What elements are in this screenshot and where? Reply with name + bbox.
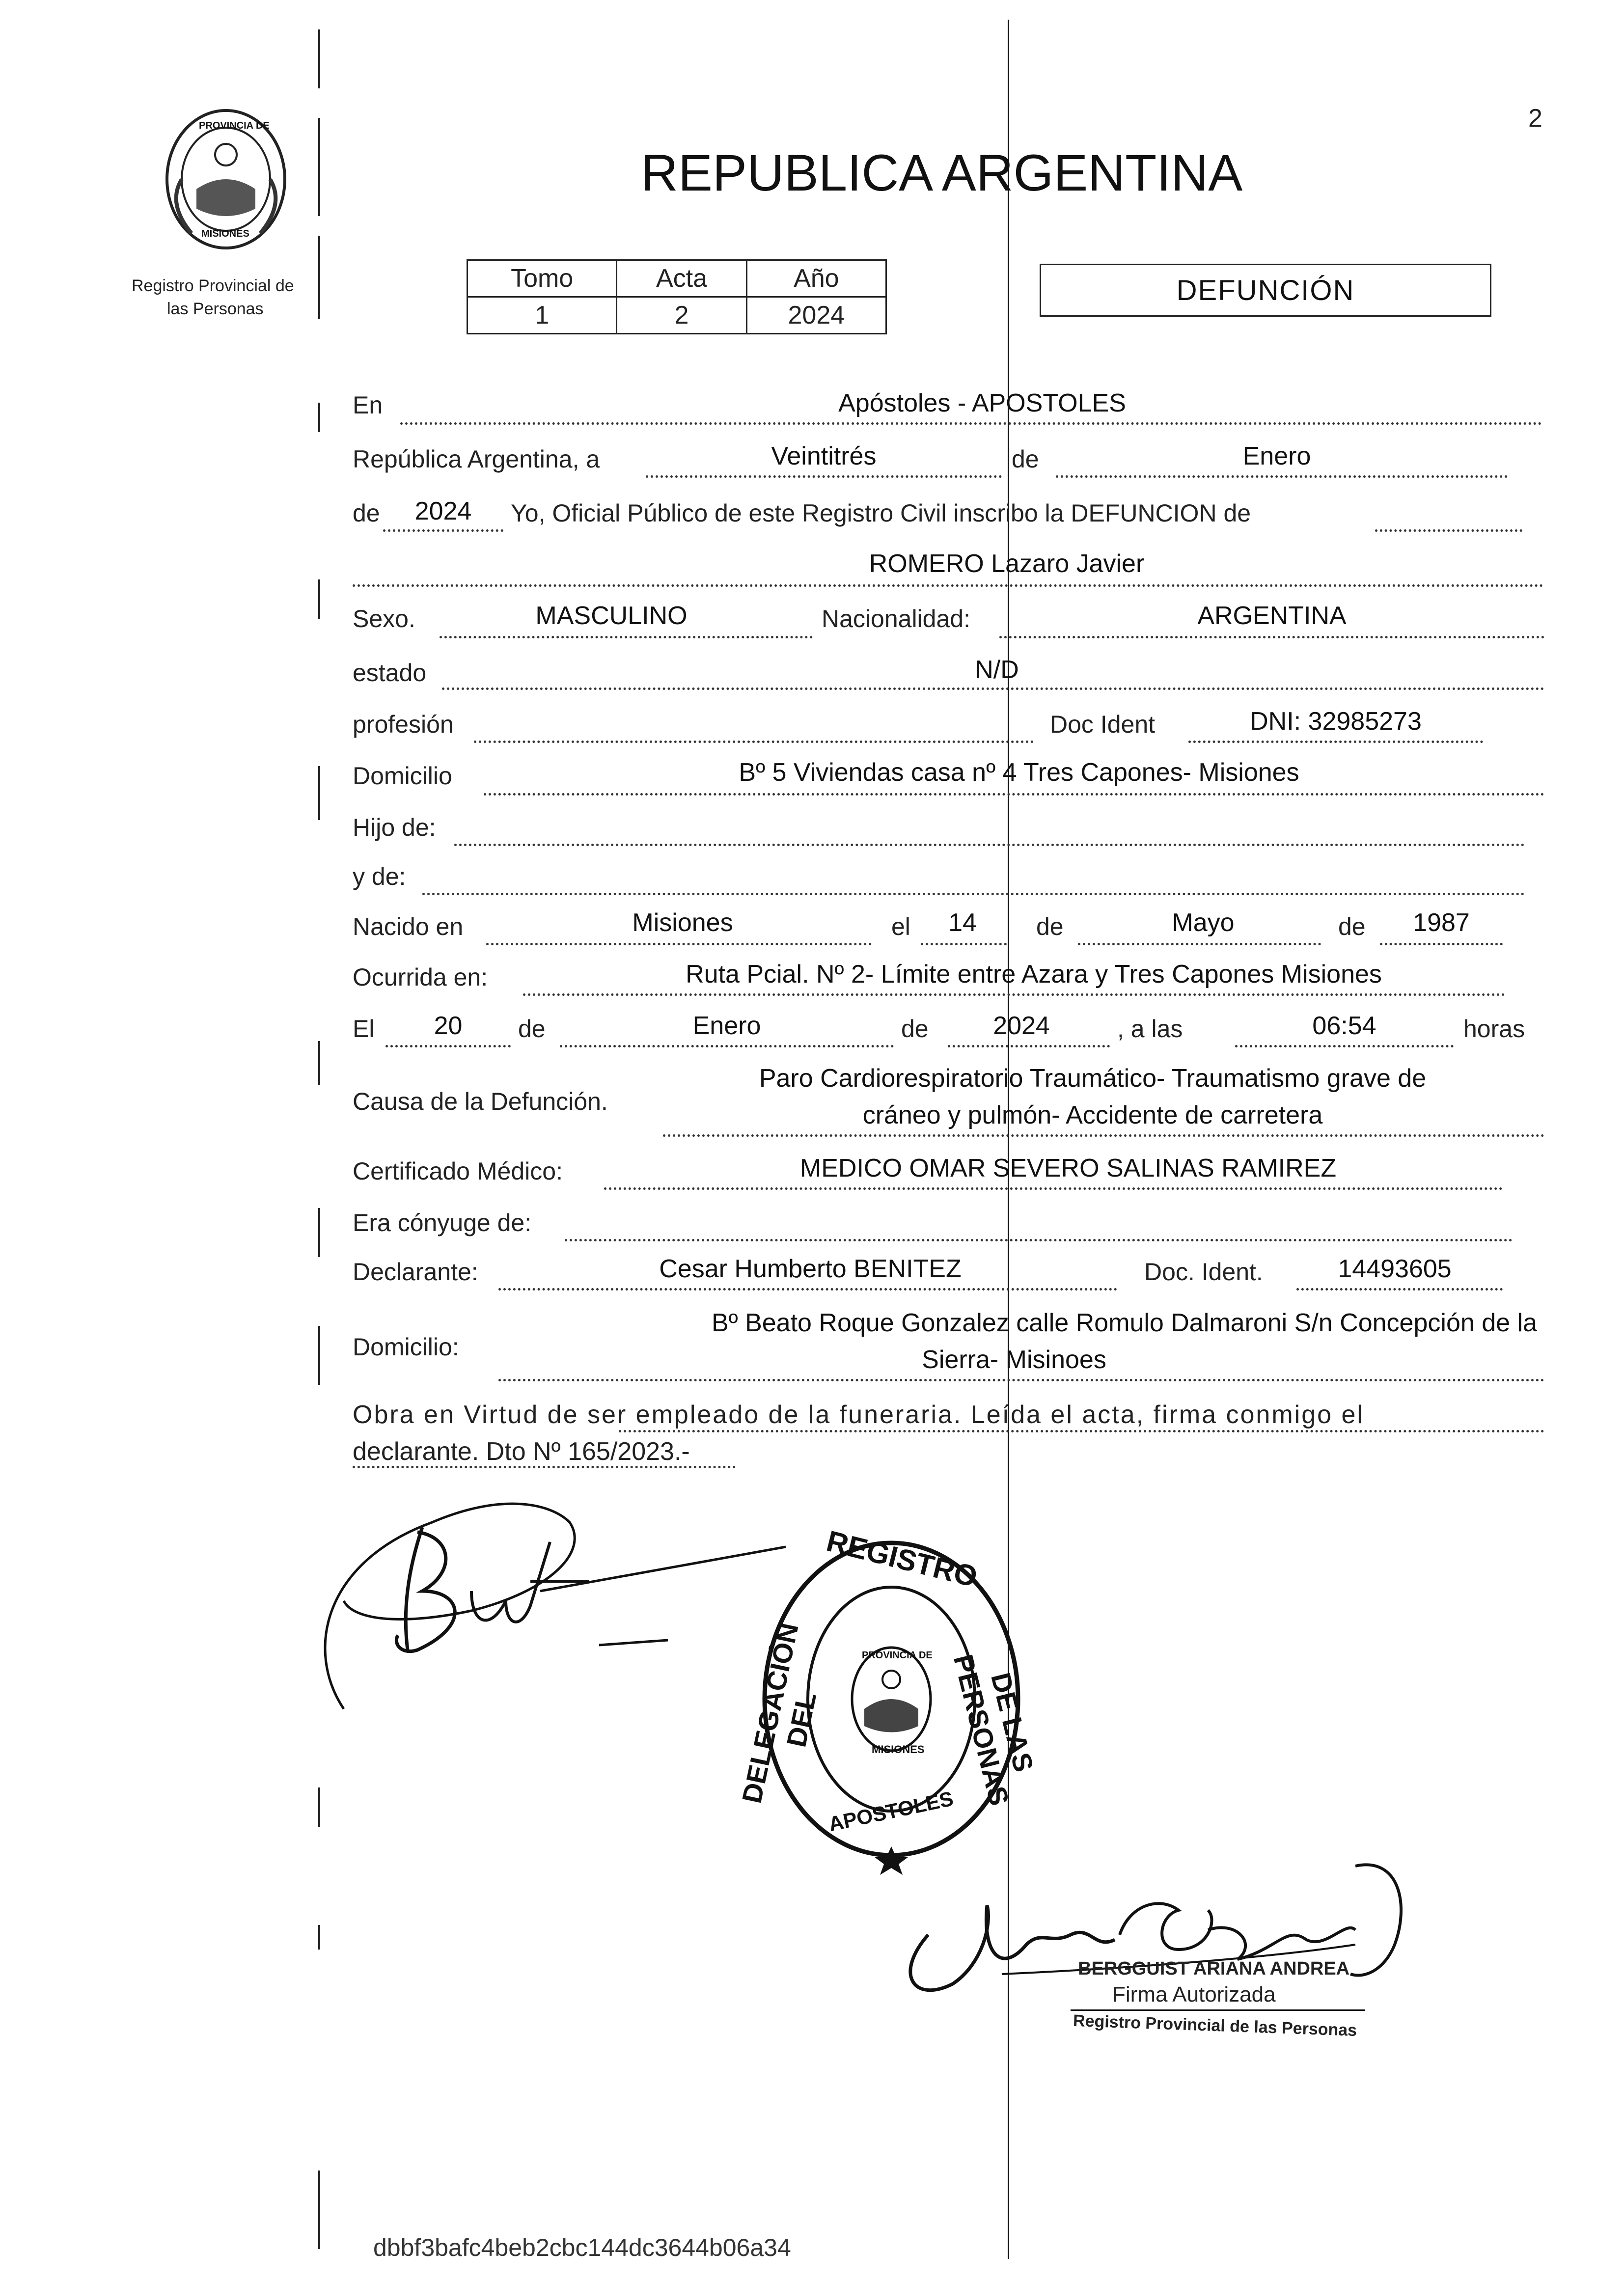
margin-mark: [318, 1208, 320, 1257]
footer-hash: dbbf3bafc4beb2cbc144dc3644b06a34: [373, 2234, 791, 2261]
stamp-ring-bottom: APOSTOLES: [826, 1786, 956, 1836]
record-value-acta: 2: [617, 297, 746, 334]
official-name: BERGGUIST ARIANA ANDREA: [1078, 1958, 1350, 1979]
domicilio2-line2: Sierra- Misinoes: [922, 1346, 1106, 1374]
el-label: El: [353, 1015, 375, 1043]
obra-line2: declarante. Dto Nº 165/2023.-: [353, 1437, 690, 1466]
dotted-line: [646, 475, 1002, 478]
margin-mark: [318, 236, 320, 319]
year-de-label: de: [353, 499, 380, 527]
doc-ident-label: Doc Ident: [1050, 711, 1156, 738]
margin-mark: [318, 1787, 320, 1827]
record-value-anio: 2024: [746, 297, 886, 334]
dotted-line: [1380, 943, 1503, 945]
logo-caption-line2: las Personas: [167, 300, 264, 318]
domicilio2-line1: Bº Beato Roque Gonzalez calle Romulo Dalmaroni S/n Concepción de la: [711, 1309, 1537, 1337]
seal-text-bottom: MISIONES: [201, 228, 249, 239]
margin-mark: [318, 766, 320, 820]
dotted-line: [921, 943, 1007, 945]
record-table-values: [468, 297, 886, 334]
estado-value: N/D: [975, 656, 1019, 684]
delegacion-registro-seal: [736, 1524, 1040, 1876]
record-header-anio: Año: [746, 260, 886, 297]
dotted-line: [565, 1239, 1513, 1241]
margin-mark: [318, 579, 320, 619]
dotted-line: [1235, 1045, 1454, 1047]
nacionalidad-label: Nacionalidad:: [822, 605, 970, 632]
dotted-line: [383, 529, 503, 532]
deceased-name: ROMERO Lazaro Javier: [869, 550, 1145, 578]
margin-mark: [318, 1041, 320, 1085]
provincia-de-misiones-seal: [152, 106, 300, 253]
certificado-value: MEDICO OMAR SEVERO SALINAS RAMIREZ: [799, 1154, 1337, 1182]
nacido-lugar: Misiones: [632, 908, 733, 937]
record-value-tomo: 1: [468, 297, 617, 334]
causa-line2: cráneo y pulmón- Accidente de carretera: [862, 1101, 1323, 1129]
doc-ident-value: DNI: 32985273: [1250, 707, 1422, 736]
dotted-line: [1296, 1288, 1503, 1291]
nacido-de1-label: de: [1036, 913, 1064, 940]
dotted-line: [1188, 741, 1483, 743]
dotted-line: [353, 584, 1543, 587]
obra-line1: Obra en Virtud de ser empleado de la funeraria. Leída el acta, firma conmigo el: [353, 1401, 1364, 1429]
dotted-line: [442, 687, 1544, 690]
de-label: de: [1012, 445, 1039, 473]
dotted-line: [999, 636, 1544, 638]
dotted-line: [474, 741, 1034, 743]
nacido-anio: 1987: [1413, 908, 1470, 937]
dotted-line: [484, 793, 1544, 796]
stamp-ring-right: DE LAS PERSONAS: [947, 1651, 1040, 1809]
dotted-line: [560, 1045, 894, 1047]
nacido-de2-label: de: [1338, 913, 1366, 940]
certificado-label: Certificado Médico:: [353, 1157, 563, 1185]
place-value: Apóstoles - APOSTOLES: [838, 389, 1126, 417]
official-org: Registro Provincial de las Personas: [1073, 2011, 1357, 2040]
profesion-label: profesión: [353, 711, 454, 738]
dotted-line: [498, 1288, 1117, 1291]
dotted-line: [663, 1134, 1544, 1137]
statement-text: Yo, Oficial Público de este Registro Civil inscribo la DEFUNCION de: [511, 499, 1251, 527]
domicilio-value: Bº 5 Viviendas casa nº 4 Tres Capones- Misiones: [739, 758, 1299, 787]
dotted-line: [1078, 943, 1321, 945]
causa-line1: Paro Cardiorespiratorio Traumático- Traumatismo grave de: [759, 1064, 1427, 1093]
margin-mark: [318, 403, 320, 432]
margin-mark: [318, 1925, 320, 1950]
act-type-box: DEFUNCIÓN: [1040, 264, 1491, 317]
en-label: En: [353, 391, 383, 419]
stamp-ring-top: REGISTRO: [823, 1524, 981, 1594]
dotted-line: [1375, 529, 1522, 532]
causa-label: Causa de la Defunción.: [353, 1088, 608, 1115]
a-las-label: , a las: [1117, 1015, 1183, 1043]
page-title: REPUBLICA ARGENTINA: [641, 144, 1243, 202]
declarant-signature: [295, 1463, 786, 1729]
margin-mark: [318, 29, 320, 88]
ocurrida-value: Ruta Pcial. Nº 2- Límite entre Azara y Tres Capones Misiones: [686, 960, 1382, 989]
el-de2-label: de: [901, 1015, 929, 1043]
record-header-tomo: Tomo: [468, 260, 617, 297]
domicilio2-label: Domicilio:: [353, 1333, 459, 1361]
seal-text-top: PROVINCIA DE: [199, 120, 270, 131]
margin-mark: [318, 2171, 320, 2249]
signature-icon: [295, 1463, 786, 1729]
dotted-line: [422, 893, 1525, 895]
stamp-inner-top: PROVINCIA DE: [862, 1650, 933, 1661]
dotted-line: [523, 993, 1505, 996]
record-table-header: [468, 260, 886, 297]
nacido-el-label: el: [891, 913, 910, 940]
dotted-line: [948, 1045, 1110, 1047]
nacido-mes: Mayo: [1172, 908, 1235, 937]
horas-label: horas: [1463, 1015, 1525, 1043]
el-dia: 20: [434, 1012, 463, 1040]
day-value: Veintitrés: [771, 442, 877, 470]
el-de1-label: de: [518, 1015, 546, 1043]
month-value: Enero: [1242, 442, 1311, 470]
y-de-label: y de:: [353, 863, 406, 890]
official-role: Firma Autorizada: [1112, 1982, 1276, 2006]
doc-ident2-value: 14493605: [1338, 1255, 1452, 1283]
sexo-label: Sexo.: [353, 605, 415, 632]
margin-mark: [318, 118, 320, 216]
sexo-value: MASCULINO: [535, 602, 688, 630]
nacido-label: Nacido en: [353, 913, 464, 940]
nacido-dia: 14: [948, 908, 977, 937]
dotted-line: [498, 1379, 1544, 1381]
republica-label: República Argentina, a: [353, 445, 600, 473]
doc-ident2-label: Doc. Ident.: [1144, 1258, 1263, 1286]
dotted-line: [400, 422, 1542, 425]
dotted-line: [486, 943, 872, 945]
logo-caption-line1: Registro Provincial de: [132, 276, 294, 295]
dotted-line: [454, 844, 1525, 846]
year-value: 2024: [414, 497, 472, 525]
ocurrida-label: Ocurrida en:: [353, 963, 488, 991]
record-header-acta: Acta: [617, 260, 746, 297]
el-anio: 2024: [993, 1012, 1050, 1040]
nacionalidad-value: ARGENTINA: [1197, 602, 1347, 630]
declarante-value: Cesar Humberto BENITEZ: [659, 1255, 962, 1283]
stamp-inner-bottom: MISIONES: [872, 1743, 925, 1756]
dotted-line: [604, 1187, 1503, 1190]
el-mes: Enero: [692, 1012, 761, 1040]
declarante-label: Declarante:: [353, 1258, 478, 1286]
hijo-de-label: Hijo de:: [353, 814, 436, 841]
estado-label: estado: [353, 659, 427, 687]
stamp-ring-left: DELEGACIÓN DEL: [736, 1620, 823, 1806]
record-table: [467, 259, 887, 334]
dotted-line: [440, 636, 813, 638]
dotted-line: [1056, 475, 1508, 478]
conyuge-label: Era cónyuge de:: [353, 1209, 532, 1237]
margin-mark: [318, 1326, 320, 1385]
dotted-line: [619, 1430, 1544, 1432]
official-underline: [1071, 2009, 1365, 2011]
page-number: 2: [1528, 104, 1542, 133]
domicilio-label: Domicilio: [353, 762, 452, 790]
dotted-line: [385, 1045, 511, 1047]
hora-value: 06:54: [1312, 1012, 1376, 1040]
